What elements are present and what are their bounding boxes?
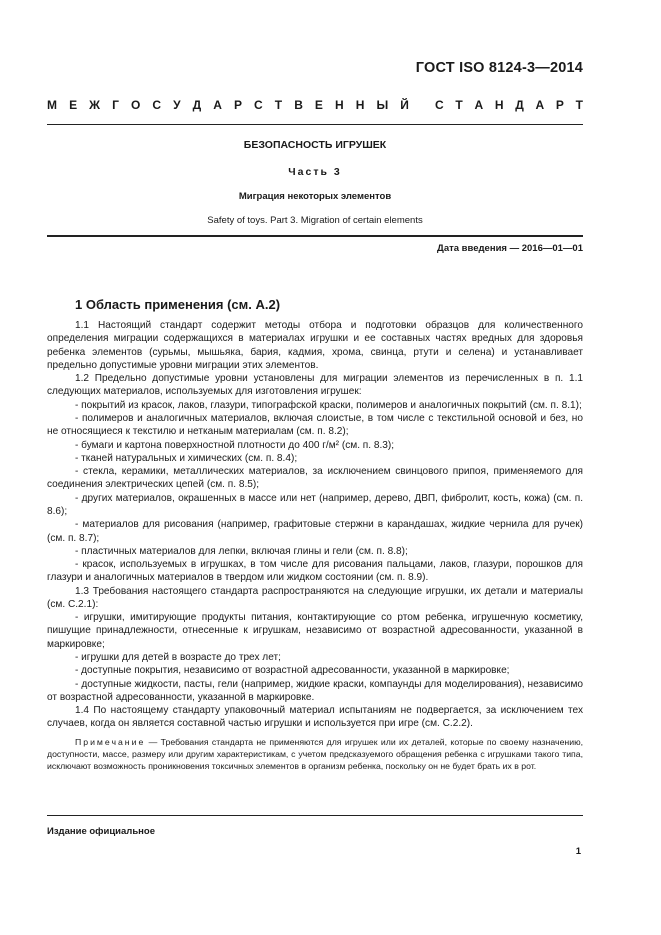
- banner-letter: Ж: [89, 98, 100, 112]
- banner-letter: Н: [335, 98, 344, 112]
- standard-subtitle: Миграция некоторых элементов: [238, 191, 392, 202]
- list-item: - игрушки для детей в возрасте до трех лет;: [75, 652, 281, 664]
- divider: [47, 815, 583, 816]
- list-item: - тканей натуральных и химических (см. п. 8.4);: [75, 452, 298, 464]
- banner-letter: Т: [455, 98, 463, 112]
- banner-letter: Ы: [376, 98, 389, 112]
- banner-letter: Е: [69, 98, 78, 112]
- list-item: - материалов для рисования (например, графитовые стержни в карандашах, жидкие чернила для ручек) (см. п. 8.7);: [47, 519, 583, 544]
- banner-letter: Й: [400, 98, 409, 112]
- banner-letter: Д: [515, 98, 524, 112]
- banner-letter: Н: [355, 98, 365, 112]
- list-item: - доступные жидкости, пасты, гели (например, жидкие краски, компаунды для моделирования), независимо от возрастной адресованности, указанной в маркировке.: [47, 678, 583, 703]
- list-item: - игрушки, имитирующие продукты питания, контактирующие со ртом ребенка, игрушечную косметику, пишущие принадлежности, отнесенные к игрушкам, независимо от возрастной адресованности, указанной в маркировке;: [47, 612, 583, 650]
- list-item: - стекла, керамики, металлических материалов, за исключением свинцового припоя, применяемого для соединения электрических цепей (см. п. 8.5);: [47, 466, 583, 491]
- banner-letter: Т: [575, 98, 583, 112]
- edition-label: Издание официальное: [47, 826, 155, 837]
- paragraph-1-1: 1.1 Настоящий стандарт содержит методы отбора и подготовки образцов для количественного определения миграции содержащихся в материалах игрушки и ее составных частях вредных для здоровья ребенка элементов (сурьмы, мышьяка, бария, кадмия, хрома, свинца, ртути и селена) и устанавливает предельно допустимые уровни миграции этих элементов.: [47, 320, 583, 371]
- standard-code: ГОСТ ISO 8124-3—2014: [415, 60, 583, 76]
- section-body: [47, 319, 583, 772]
- banner-letter: Р: [555, 98, 564, 112]
- list-item: - покрытий из красок, лаков, глазури, типографской краски, полимеров и аналогичных покрытий (см. п. 8.1);: [75, 399, 582, 411]
- banner-letter: Д: [192, 98, 202, 112]
- banner-letter: В: [294, 98, 303, 112]
- standard-word: [435, 98, 583, 112]
- banner-letter: О: [130, 98, 141, 112]
- interstate-word: [47, 98, 409, 112]
- part-label: Часть 3: [288, 166, 342, 178]
- banner-letter: М: [47, 98, 57, 112]
- divider: [47, 124, 583, 125]
- banner-letter: А: [535, 98, 545, 112]
- list-item: - других материалов, окрашенных в массе или нет (например, дерево, ДВП, фибролит, кость, кожа) (см. п. 8.6);: [47, 492, 583, 517]
- banner-letter: С: [254, 98, 263, 112]
- banner-letter: А: [474, 98, 484, 112]
- banner-letter: С: [152, 98, 162, 112]
- list-item: - красок, используемых в игрушках, в том числе для рисования пальцами, лаков, глазури, порошков для глазури и аналогичных материалов в твердом или жидком состоянии (см. п. 8.9).: [47, 559, 583, 584]
- section-heading: 1 Область применения (см. А.2): [75, 297, 281, 312]
- note: [47, 736, 583, 772]
- paragraph-1-4: 1.4 По настоящему стандарту упаковочный материал испытаниям не подвергается, за исключением тех случаев, когда он является составной частью игрушки и используется при игре (см. С.2.2).: [47, 705, 583, 730]
- banner-letter: А: [213, 98, 222, 112]
- banner-letter: Г: [112, 98, 119, 112]
- standard-title: БЕЗОПАСНОСТЬ ИГРУШЕК: [243, 139, 387, 151]
- introduction-date: Дата введения — 2016—01—01: [437, 243, 583, 254]
- banner-letter: Е: [314, 98, 323, 112]
- note-label: Примечание: [75, 736, 146, 747]
- banner-letter: Р: [233, 98, 242, 112]
- paragraph-1-3: 1.3 Требования настоящего стандарта распространяются на следующие игрушки, их детали и материалы (см. С.2.1):: [47, 585, 583, 610]
- note-text: — Требования стандарта не применяются для игрушек или их деталей, которые по своему назначению, доступности, массе, размеру или другим характеристикам, с учетом предсказуемого обращения ребенка с игрушками такого типа, исключают возможность проникновения токсичных элементов в организм ребенка, поскольку он не будет брать их в рот.: [47, 736, 583, 771]
- banner-letter: С: [435, 98, 444, 112]
- interstate-standard-banner: [47, 98, 583, 112]
- page-number: 1: [575, 846, 581, 857]
- paragraph-1-2: 1.2 Предельно допустимые уровни установлены для миграции элементов из перечисленных в п. 1.1 следующих материалов, используемых для изготовления игрушек:: [47, 373, 583, 398]
- english-title: Safety of toys. Part 3. Migration of certain elements: [207, 215, 423, 226]
- list-item: - пластичных материалов для лепки, включая глины и гели (см. п. 8.8);: [75, 545, 408, 557]
- banner-letter: Т: [274, 98, 283, 112]
- banner-letter: У: [173, 98, 181, 112]
- list-item: - бумаги и картона поверхностной плотности до 400 г/м² (см. п. 8.3);: [75, 439, 395, 451]
- list-item: - полимеров и аналогичных материалов, включая слоистые, в том числе с текстильной основой и без, но не относящиеся к текстилю и нетканым материалам (см. п. 8.2);: [47, 412, 583, 438]
- banner-letter: Н: [494, 98, 504, 112]
- divider-thick: [47, 235, 583, 237]
- list-item: - доступные покрытия, независимо от возрастной адресованности, указанной в маркировке;: [75, 665, 510, 677]
